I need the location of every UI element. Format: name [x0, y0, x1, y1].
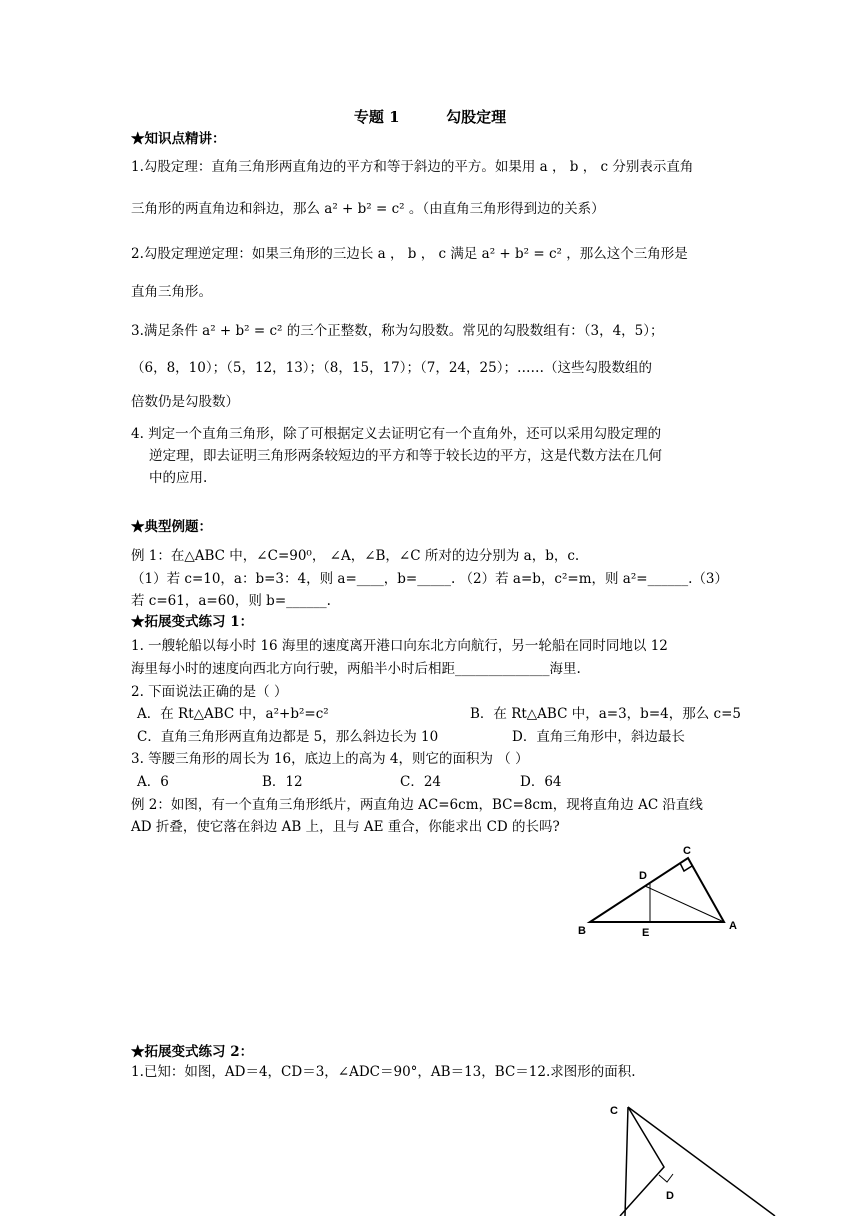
- label-d: D: [639, 870, 647, 882]
- knowledge-line: 倍数仍是勾股数）: [131, 394, 239, 410]
- section-practice2: ★拓展变式练习 2：: [131, 1044, 254, 1060]
- fold-line-ad: [645, 886, 724, 922]
- right-angle-mark: [659, 1174, 673, 1182]
- example2-line: AD 折叠，使它落在斜边 AB 上，且与 AE 重合，你能求出 CD 的长吗?: [131, 819, 560, 835]
- q2-option-c: C．直角三角形两直角边都是 5，那么斜边长为 10: [137, 729, 439, 745]
- knowledge-line: 3.满足条件 a² + b² = c² 的三个正整数，称为勾股数。常见的勾股数组有：（3，4，5）；: [131, 323, 664, 339]
- label-c: C: [683, 845, 691, 857]
- q2-option-d: D．直角三角形中，斜边最长: [512, 729, 685, 745]
- q3-option-c: C．24: [400, 774, 442, 790]
- q3-option-b: B．12: [262, 774, 303, 790]
- section-examples: ★典型例题：: [131, 519, 212, 535]
- example1-line: 若 c=61，a=60，则 b=______.: [131, 593, 331, 609]
- q2-option-b: B．在 Rt△ABC 中，a=3，b=4，那么 c=5: [470, 706, 741, 722]
- title-number: 专题 1: [353, 108, 400, 126]
- section-practice1: ★拓展变式练习 1：: [131, 614, 254, 630]
- label-e: E: [642, 927, 650, 939]
- example2-line: 例 2：如图，有一个直角三角形纸片，两直角边 AC=6cm，BC=8cm，现将直角边 AC 沿直线: [131, 797, 703, 813]
- right-angle-mark: [680, 863, 692, 871]
- practice1-line: 2. 下面说法正确的是（ ）: [131, 684, 288, 700]
- figure-quadrilateral: [600, 1095, 800, 1216]
- q3-option-a: A．6: [137, 774, 169, 790]
- q2-option-a: A．在 Rt△ABC 中，a²+b²=c²: [137, 706, 329, 722]
- example1-line: 例 1：在△ABC 中，∠C=90⁰， ∠A，∠B，∠C 所对的边分别为 a，b，c.: [131, 548, 580, 564]
- practice1-line: 海里每小时的速度向西北方向行驶，两船半小时后相距______________海里.: [131, 661, 581, 677]
- label-c: C: [610, 1105, 618, 1117]
- practice2-q1: 1.已知：如图，AD＝4，CD＝3，∠ADC＝90°，AB＝13，BC＝12.求图形的面积.: [131, 1064, 636, 1080]
- section-knowledge: ★知识点精讲：: [131, 131, 226, 147]
- label-a: A: [729, 920, 737, 932]
- edge-bc: [625, 1107, 628, 1216]
- label-b: B: [578, 925, 586, 937]
- knowledge-line: 4. 判定一个直角三角形，除了可根据定义去证明它有一个直角外，还可以采用勾股定理的: [131, 426, 662, 442]
- figure-triangle-abc: [570, 840, 750, 945]
- edge-ca: [628, 1107, 775, 1216]
- page-title: [0, 106, 860, 127]
- knowledge-line: 逆定理，即去证明三角形两条较短边的平方和等于较长边的平方，这是代数方法在几何: [149, 448, 662, 464]
- example1-line: （1）若 c=10，a：b=3：4，则 a=____，b=_____. （2）若 a=b，c²=m，则 a²=______.（3）: [131, 571, 728, 587]
- q3-option-d: D．64: [520, 774, 562, 790]
- knowledge-line: 中的应用.: [149, 470, 208, 486]
- practice1-line: 1. 一艘轮船以每小时 16 海里的速度离开港口向东北方向航行，另一轮船在同时同地以 12: [131, 638, 668, 654]
- knowledge-line: 1.勾股定理：直角三角形两直角边的平方和等于斜边的平方。如果用 a ， b ， c 分别表示直角: [131, 159, 694, 175]
- knowledge-line: 2.勾股定理逆定理：如果三角形的三边长 a ， b ， c 满足 a² + b² = c² ，那么这个三角形是: [131, 246, 688, 262]
- label-d: D: [666, 1190, 674, 1202]
- q3-text: 3. 等腰三角形的周长为 16，底边上的高为 4，则它的面积为 （ ）: [131, 751, 529, 767]
- knowledge-line: 直角三角形。: [131, 284, 212, 300]
- knowledge-line: （6，8，10）；（5，12，13）；（8，15，17）；（7，24，25）；……（这些勾股数组的: [131, 360, 652, 376]
- knowledge-line: 三角形的两直角边和斜边，那么 a² + b² = c² 。（由直角三角形得到边的关系）: [131, 201, 605, 217]
- title-name: 勾股定理: [446, 108, 507, 126]
